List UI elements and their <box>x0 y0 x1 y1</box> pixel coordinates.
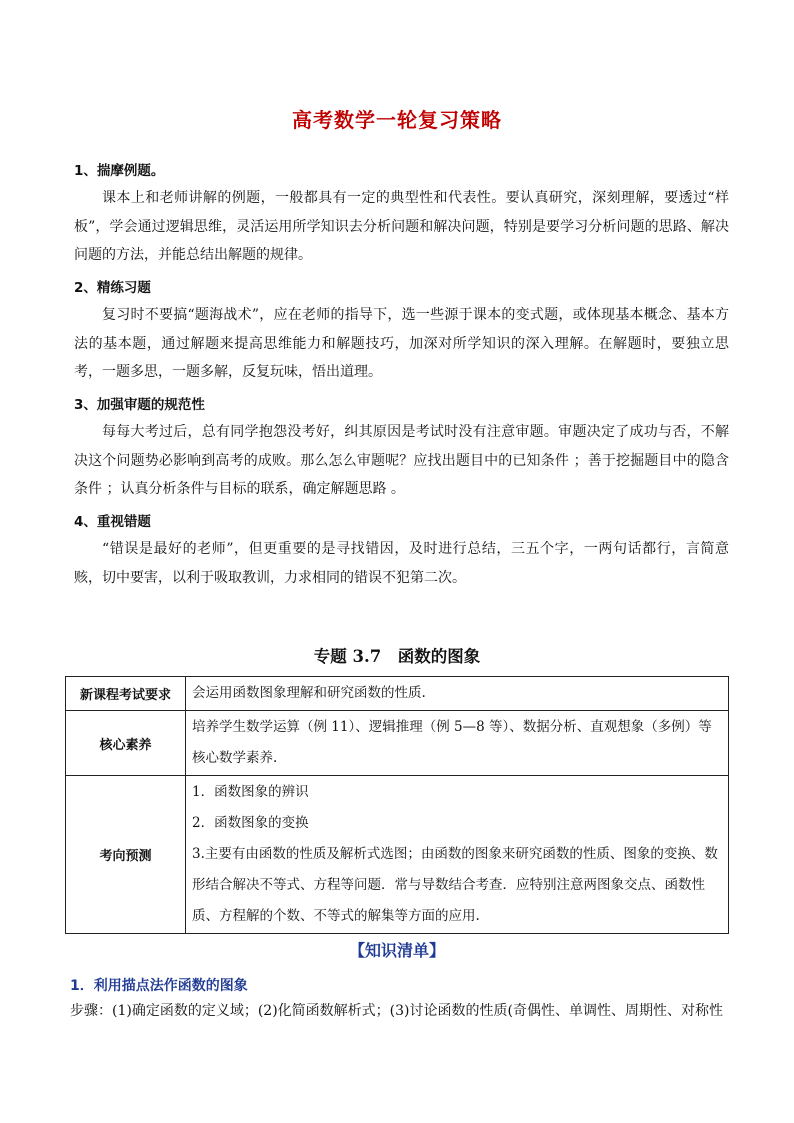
row-line: 培养学生数学运算（例 11）、逻辑推理（例 5—8 等）、数据分析、直观想象（多例）等核心数学素养. <box>192 719 712 766</box>
section-3-body: 每每大考过后，总有同学抱怨没考好，纠其原因是考试时没有注意审题。审题决定了成功与否，不解决这个问题势必影响到高考的成败。那么怎么审题呢？应找出题目中的已知条件 ；善于挖掘题目中的隐含条件 ；认真分析条件与目标的联系，确定解题思路 。 <box>74 424 729 497</box>
section-3-heading: 3、加强审题的规范性 <box>74 397 205 413</box>
row-label: 考向预测 <box>66 776 186 934</box>
row-line: 1．函数图象的辨识 <box>192 784 309 800</box>
section-2-heading: 2、精练习题 <box>74 280 151 296</box>
row-content <box>186 776 729 934</box>
table-row <box>66 776 729 934</box>
knowledge-item-1-heading <box>70 975 248 995</box>
section-2-body: 复习时不要搞“题海战术”，应在老师的指导下，选一些源于课本的变式题，或体现基本概念、基本方法的基本题，通过解题来提高思维能力和解题技巧，加深对所学知识的深入理解。在解题时，要独立思考，一题多思，一题多解，反复玩味，悟出道理。 <box>74 307 729 380</box>
item-number: 1． <box>70 978 94 994</box>
table-row <box>66 711 729 776</box>
section-1-body: 课本上和老师讲解的例题，一般都具有一定的典型性和代表性。要认真研究，深刻理解，要透过“样板”，学会通过逻辑思维，灵活运用所学知识去分析问题和解决问题，特别是要学习分析问题的思路、解决问题的方法，并能总结出解题的规律。 <box>74 190 729 263</box>
section-1-heading: 1、揣摩例题。 <box>74 163 165 179</box>
section-4-body: “错误是最好的老师”，但更重要的是寻找错因，及时进行总结，三五个字，一两句话都行，言简意赅，切中要害，以利于吸取教训，力求相同的错误不犯第二次。 <box>74 541 729 586</box>
topic-title: 专题 3.7 函数的图象 <box>313 647 481 666</box>
requirements-table <box>65 676 729 934</box>
section-4-heading: 4、重视错题 <box>74 514 151 530</box>
knowledge-list-title: 【知识清单】 <box>348 941 445 960</box>
row-content <box>186 677 729 711</box>
row-line: 3.主要有由函数的性质及解析式选图；由函数的图象来研究函数的性质、图象的变换、数形结合解决不等式、方程等问题．常与导数结合考查．应特别注意两图象交点、函数性质、方程解的个数、不等式的解集等方面的应用. <box>192 846 718 924</box>
document-title: 高考数学一轮复习策略 <box>292 108 502 132</box>
row-content <box>186 711 729 776</box>
row-label: 新课程考试要求 <box>66 677 186 711</box>
row-line: 会运用函数图象理解和研究函数的性质. <box>192 685 426 701</box>
row-line: 2．函数图象的变换 <box>192 815 309 831</box>
table-row <box>66 677 729 711</box>
knowledge-item-1-steps: 步骤：(1)确定函数的定义域；(2)化简函数解析式；(3)讨论函数的性质(奇偶性、单调性、周期性、对称性 <box>70 1003 723 1019</box>
row-label: 核心素养 <box>66 711 186 776</box>
item-heading-text: 利用描点法作函数的图象 <box>93 978 248 994</box>
